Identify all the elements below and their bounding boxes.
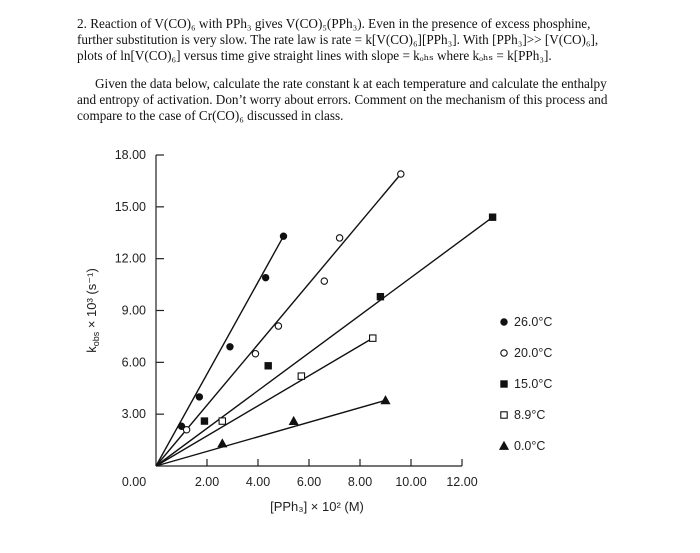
legend-label: 20.0°C [514, 346, 553, 360]
legend-label: 8.9°C [514, 408, 546, 422]
data-point [280, 233, 286, 239]
y-axis-title: $k_{obs} \times 10^3$ (s⁻¹) [84, 268, 101, 353]
data-point [377, 293, 383, 299]
x-axis-title: [PPh₃] × 10² (M) [270, 499, 364, 514]
data-point [321, 278, 327, 284]
data-point [290, 417, 298, 425]
data-point [336, 235, 342, 241]
legend-label: 15.0°C [514, 377, 553, 391]
data-point [252, 350, 258, 356]
axis-ticks [115, 148, 478, 489]
series-line [156, 338, 373, 466]
series-line [156, 174, 401, 466]
data-point [398, 171, 404, 177]
origin-tick-label: 0.00 [121, 475, 147, 489]
data-point [370, 335, 376, 341]
problem-line: Given the data below, calculate the rate constant k at each temperature and calculate the enthalpy [95, 76, 607, 91]
y-tick-label: 18.00 [114, 148, 146, 162]
data-point [381, 396, 389, 404]
problem-line: plots of ln[V(CO)₆] versus time give straight lines with slope = kₒₕₛ where kₒₕₛ = k[PPh₃]. [77, 48, 552, 63]
legend-marker [501, 350, 507, 356]
legend-label: 0.0°C [514, 439, 546, 453]
legend-entry [501, 346, 553, 360]
data-point [183, 427, 189, 433]
data-point [489, 214, 495, 220]
y-tick-label: 15.00 [114, 199, 146, 214]
series-points [178, 171, 496, 447]
series-line [156, 217, 493, 466]
legend-marker [501, 319, 507, 325]
problem-line: further substitution is very slow. The rate law is rate = k[V(CO)₆][PPh₃]. With [PPh₃]>> [V(CO)₆], [77, 32, 599, 47]
legend-marker [500, 442, 508, 450]
data-point [275, 323, 281, 329]
data-point [201, 418, 207, 424]
problem-line: 2. Reaction of V(CO)₆ with PPh₃ gives V(CO)₅(PPh₃). Even in the presence of excess phosphine, [77, 16, 591, 31]
y-tick-label: 3.00 [121, 407, 146, 422]
x-tick-label: 6.00 [296, 475, 322, 489]
legend-label: 26.0°C [514, 315, 553, 329]
data-point [219, 418, 225, 424]
x-tick-label: 10.00 [395, 475, 427, 489]
legend-entry [501, 408, 546, 422]
legend-entry [501, 377, 553, 391]
data-point [196, 394, 202, 400]
series-line [156, 400, 386, 466]
series-line [156, 236, 284, 466]
y-tick-label: 12.00 [114, 251, 146, 266]
data-point [218, 439, 226, 447]
legend [500, 315, 553, 453]
x-tick-label: 4.00 [245, 475, 271, 489]
data-point [265, 363, 271, 369]
legend-entry [501, 315, 553, 329]
data-point [298, 373, 304, 379]
problem-line: compare to the case of Cr(CO)₆ discussed in class. [77, 108, 344, 123]
legend-entry [500, 439, 546, 453]
x-tick-label: 2.00 [194, 475, 220, 489]
data-point [262, 274, 268, 280]
x-tick-label: 12.00 [446, 475, 478, 489]
data-point [227, 344, 233, 350]
legend-marker [501, 412, 507, 418]
y-tick-label: 6.00 [121, 355, 146, 370]
problem-line: and entropy of activation. Don’t worry about errors. Comment on the mechanism of this process and [77, 92, 608, 107]
y-tick-label: 9.00 [121, 303, 146, 318]
x-tick-label: 8.00 [347, 475, 373, 489]
legend-marker [501, 381, 507, 387]
